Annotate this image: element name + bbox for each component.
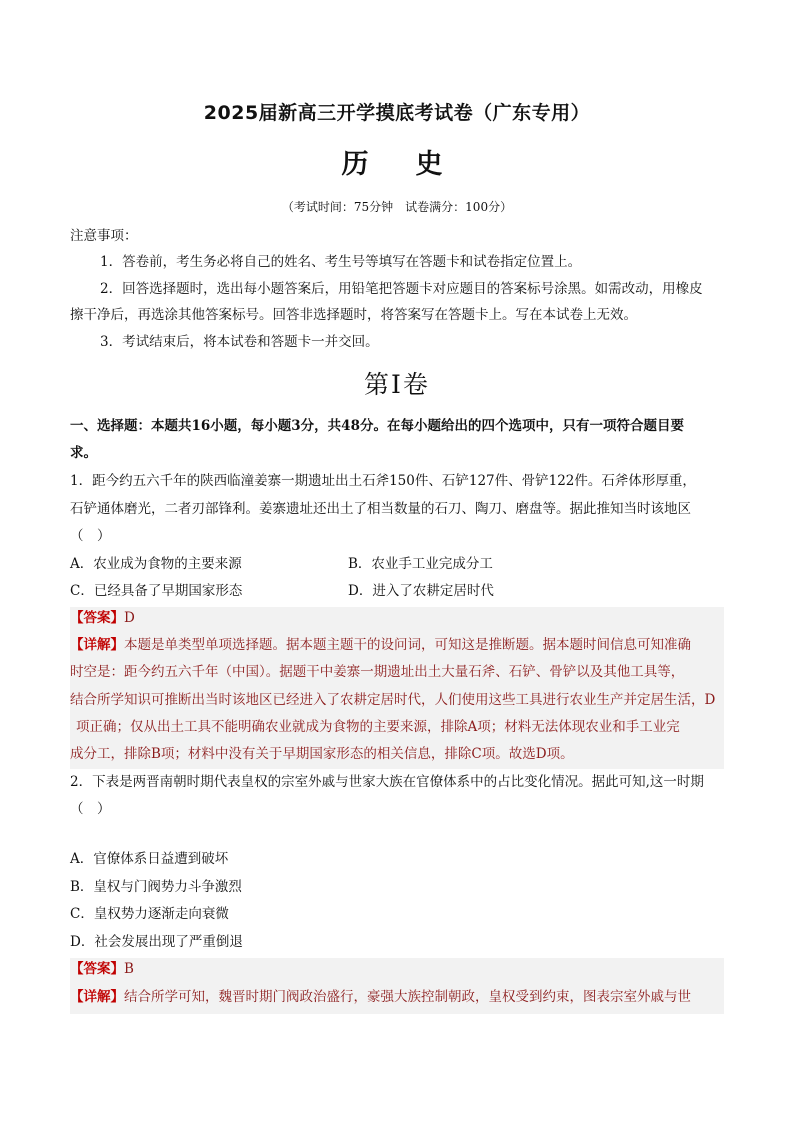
q2-option-d: D．社会发展出现了严重倒退 [70,934,243,950]
q2-detail-label: 【详解】 [70,989,124,1005]
q1-detail-line-1 [70,632,691,659]
q1-detail-label: 【详解】 [70,637,124,653]
q2-answer [70,956,134,983]
q1-stem-line-3: （ ） [70,528,111,544]
q1-detail-line-2: 时空是：距今约五六千年（中国）。据题干中姜寨一期遗址出土大量石斧、石铲、骨铲以及其他工具等， [70,664,685,680]
exam-title: 2025届新高三开学摸底考试卷（广东专用） [203,102,591,124]
q1-option-b: B．农业手工业完成分工 [348,556,493,572]
exam-info: （考试时间：75分钟 试卷满分：100分） [281,200,513,214]
q2-option-b: B．皇权与门阀势力斗争激烈 [70,879,242,895]
q2-option-c: C．皇权势力逐渐走向衰微 [70,906,229,922]
q1-option-a: A．农业成为食物的主要来源 [70,556,242,572]
q1-detail-line-4: 项正确；仅从出土工具不能明确农业就成为食物的主要来源，排除A项；材料无法体现农业和手工业完 [76,719,680,735]
subject-title: 历 史 [341,149,453,180]
q2-answer-value: B [124,961,134,977]
q1-detail-line-3: 结合所学知识可推断出当时该地区已经进入了农耕定居时代，人们使用这些工具进行农业生产并定居生活，D [70,692,716,708]
q1-stem-line-1: 1．距今约五六千年的陕西临潼姜寨一期遗址出土石斧150件、石铲127件、骨铲122件。石斧体形厚重， [70,473,696,489]
q2-stem-line-1: 2．下表是两晋南朝时期代表皇权的宗室外戚与世家大族在官僚体系中的占比变化情况。据此可知,这一时期 [70,774,704,790]
notice-heading: 注意事项： [70,228,138,244]
q2-stem-line-2: （ ） [70,801,111,817]
notice-item-2-cont: 擦干净后，再选涂其他答案标号。回答非选择题时，将答案写在答题卡上。写在本试卷上无效。 [70,307,637,323]
q1-option-d: D．进入了农耕定居时代 [348,583,494,599]
section-title: 第Ⅰ卷 [364,370,430,399]
notice-item-3: 3．考试结束后，将本试卷和答题卡一并交回。 [100,334,379,350]
q1-answer [70,605,135,632]
section-instruction: 一、选择题：本题共16小题，每小题3分，共48分。在每小题给出的四个选项中，只有一项符合题目要 [70,418,684,434]
q1-detail-text-1: 本题是单类型单项选择题。据本题主题干的设问词，可知这是推断题。据本题时间信息可知准确 [124,637,691,653]
q2-detail-line-1 [70,984,691,1011]
notice-item-1: 1．答卷前，考生务必将自己的姓名、考生号等填写在答题卡和试卷指定位置上。 [100,254,582,270]
q1-detail-line-5: 成分工，排除B项；材料中没有关于早期国家形态的相关信息，排除C项。故选D项。 [70,746,574,762]
q2-option-a: A．官僚体系日益遭到破坏 [70,851,229,867]
q2-answer-label: 【答案】 [70,961,124,977]
section-instruction-cont: 求。 [70,445,97,461]
q1-answer-value: D [124,610,135,626]
q1-answer-label: 【答案】 [70,610,124,626]
notice-item-2: 2．回答选择题时，选出每小题答案后，用铅笔把答题卡对应题目的答案标号涂黑。如需改动，用橡皮 [100,281,703,297]
q1-stem-line-2: 石铲通体磨光，二者刃部锋利。姜寨遗址还出土了相当数量的石刀、陶刀、磨盘等。据此推知当时该地区 [70,501,691,517]
q1-option-c: C．已经具备了早期国家形态 [70,583,243,599]
q2-detail-text-1: 结合所学可知，魏晋时期门阀政治盛行，豪强大族控制朝政，皇权受到约束，图表宗室外戚与世 [124,989,691,1005]
